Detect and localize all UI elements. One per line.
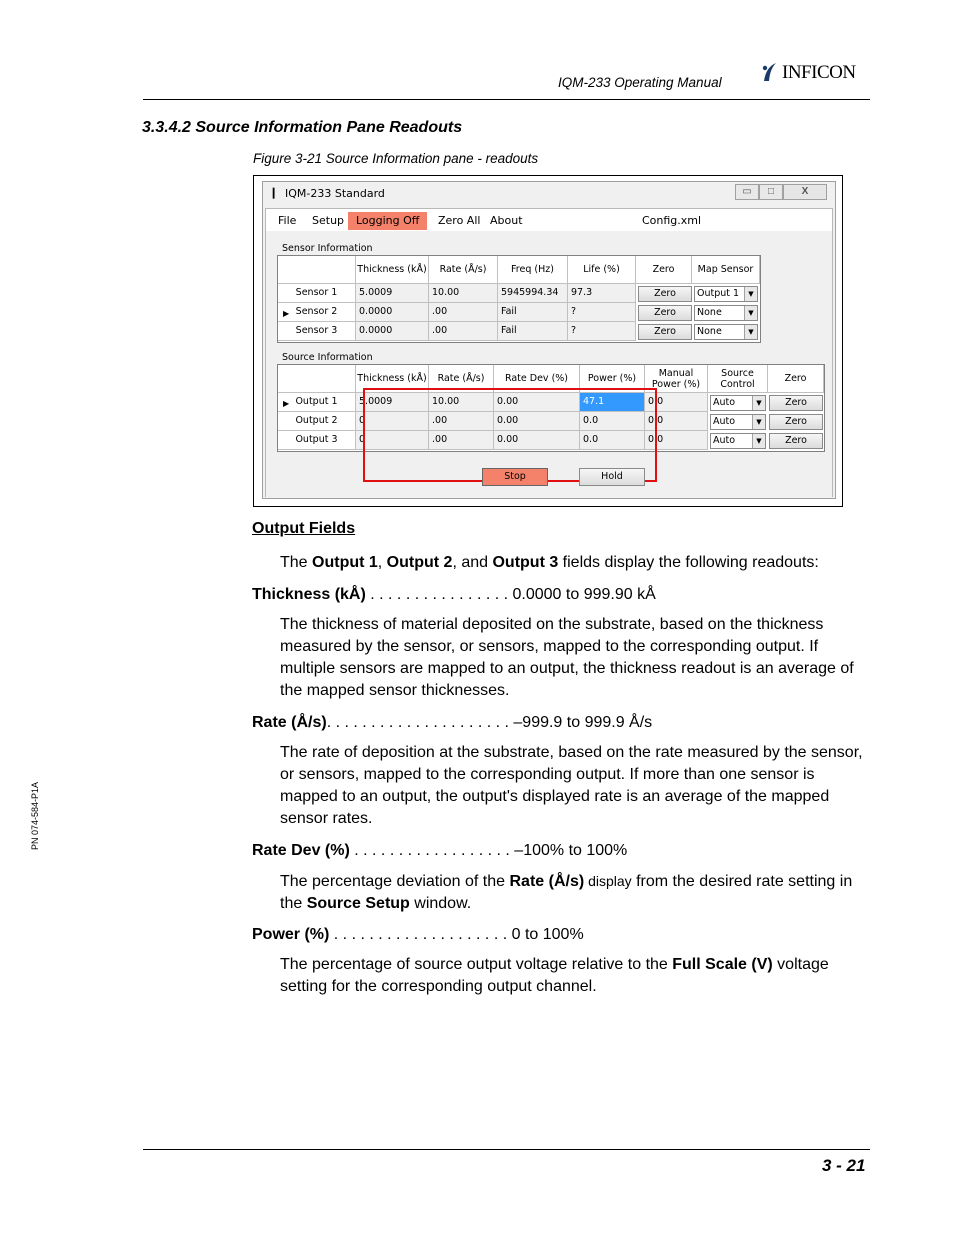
manual-title: IQM-233 Operating Manual (558, 75, 722, 90)
table-cell: 0 (356, 431, 429, 450)
row-pointer-icon: ▶ (283, 399, 290, 408)
menu-setup[interactable]: Setup (312, 214, 345, 227)
figure-screenshot (253, 175, 843, 507)
row-header: Sensor 2 (278, 303, 356, 322)
manual-power-input[interactable]: 0.0 (645, 431, 708, 450)
sensor-zero-button[interactable]: Zero (638, 305, 692, 321)
sensor-zero-button[interactable]: Zero (638, 324, 692, 340)
col-manual-power: Manual Power (%) (645, 365, 708, 393)
menu-bar (266, 212, 832, 230)
output-fields-heading: Output Fields (252, 520, 356, 537)
table-cell: 0.0 (580, 431, 645, 450)
row-header: Output 2 (278, 412, 356, 431)
row-header: Sensor 3 (278, 322, 356, 341)
window-title: IQM-233 Standard (285, 187, 385, 200)
chevron-down-icon[interactable]: ▼ (744, 325, 757, 339)
col-life: Life (%) (568, 256, 636, 284)
table-cell: 0 (356, 412, 429, 431)
source-zero-button[interactable]: Zero (769, 395, 823, 411)
chevron-down-icon[interactable]: ▼ (752, 415, 765, 429)
col-rate: Rate (Å/s) (429, 256, 498, 284)
table-cell: 5.0009 (356, 393, 429, 412)
col-power: Power (%) (580, 365, 645, 393)
minimize-button[interactable]: ▭ (735, 184, 759, 200)
power-term-line: Power (%) . . . . . . . . . . . . . . . . . . . . 0 to 100% (252, 926, 584, 943)
footer-rule (143, 1149, 870, 1150)
source-info-label: Source Information (282, 352, 373, 363)
table-cell: .00 (429, 322, 498, 341)
table-cell: .00 (429, 431, 494, 450)
source-control-select[interactable]: Auto ▼ (710, 395, 766, 411)
col-rate: Rate (Å/s) (429, 365, 494, 393)
app-window (262, 181, 836, 499)
table-cell: Fail (498, 322, 568, 341)
inficon-logo-text: INFICON (782, 62, 856, 83)
map-sensor-select[interactable]: None ▼ (694, 324, 758, 340)
table-cell: ? (568, 303, 636, 322)
table-cell: 0.0000 (356, 303, 429, 322)
manual-power-input[interactable]: 0.0 (645, 412, 708, 431)
figure-caption: Figure 3-21 Source Information pane - readouts (253, 151, 539, 166)
source-zero-button[interactable]: Zero (769, 433, 823, 449)
thickness-term-line: Thickness (kÅ) . . . . . . . . . . . . . . . . 0.0000 to 999.90 kÅ (252, 586, 656, 603)
col-freq: Freq (Hz) (498, 256, 568, 284)
selected-cell[interactable]: 47.1 (580, 393, 645, 412)
power-description: The percentage of source output voltage relative to the Full Scale (V) voltage setting for the corresponding output channel. (280, 956, 829, 995)
col-source-control: Source Control (708, 365, 768, 393)
config-file-label: Config.xml (642, 214, 702, 227)
source-control-select[interactable]: Auto ▼ (710, 414, 766, 430)
table-cell: 97.3 (568, 284, 636, 303)
source-zero-button[interactable]: Zero (769, 414, 823, 430)
table-cell: 0.00 (494, 431, 580, 450)
row-header: Output 3 (278, 431, 356, 450)
section-title: 3.3.4.2 Source Information Pane Readouts (142, 119, 463, 136)
source-control-select[interactable]: Auto ▼ (710, 433, 766, 449)
rate-dev-term-line: Rate Dev (%) . . . . . . . . . . . . . . . . . . –100% to 100% (252, 842, 628, 859)
sensor-info-label: Sensor Information (282, 243, 373, 254)
table-cell: ? (568, 322, 636, 341)
rate-description: The rate of deposition at the substrate, based on the rate measured by the sensor, or sensors, mapped to the corresponding output. If more than one sensor is mapped to an output, the output's displayed rate is an average of the mapped sensor rates. (280, 744, 863, 827)
sensor-zero-button[interactable]: Zero (638, 286, 692, 302)
rate-term-line: Rate (Å/s). . . . . . . . . . . . . . . . . . . . . –999.9 to 999.9 Å/s (252, 714, 653, 731)
inficon-logo-icon (760, 61, 780, 83)
map-sensor-select[interactable]: None ▼ (694, 305, 758, 321)
chevron-down-icon[interactable]: ▼ (744, 306, 757, 320)
table-cell: 0.00 (494, 393, 580, 412)
menu-logging-off[interactable]: Logging Off (348, 212, 427, 230)
col-thickness: Thickness (kÅ) (356, 256, 429, 284)
app-client-area (265, 208, 833, 497)
part-number-label: PN 074-584-P1A (30, 781, 40, 850)
table-cell: 10.00 (429, 393, 494, 412)
row-pointer-icon: ▶ (283, 309, 290, 318)
table-cell: 5.0009 (356, 284, 429, 303)
map-sensor-select[interactable]: Output 1 ▼ (694, 286, 758, 302)
col-zero: Zero (768, 365, 824, 393)
menu-file[interactable]: File (278, 214, 297, 227)
sensor-info-grid (277, 255, 761, 343)
table-cell: 0.00 (494, 412, 580, 431)
header-rule (143, 99, 870, 100)
rate-dev-description: The percentage deviation of the Rate (Å/s) display from the desired rate setting in the Source Setup window. (280, 873, 853, 912)
thickness-description: The thickness of material deposited on the substrate, based on the thickness measured by the sensor, or sensors, mapped to the corresponding output. If multiple sensors are mapped to an output, the thickness readout is an average of the mapped sensor thicknesses. (280, 616, 854, 699)
table-cell: 0.0 (580, 412, 645, 431)
row-header: Sensor 1 (278, 284, 356, 303)
col-thickness: Thickness (kÅ) (356, 365, 429, 393)
app-icon: ❙ (269, 187, 279, 199)
manual-power-input[interactable]: 0.0 (645, 393, 708, 412)
chevron-down-icon[interactable]: ▼ (744, 287, 757, 301)
chevron-down-icon[interactable]: ▼ (752, 434, 765, 448)
col-rate-dev: Rate Dev (%) (494, 365, 580, 393)
row-header: Output 1 (278, 393, 356, 412)
menu-about[interactable]: About (490, 214, 523, 227)
table-cell: 10.00 (429, 284, 498, 303)
page-number: 3 - 21 (822, 1156, 866, 1175)
close-button[interactable]: X (783, 184, 827, 200)
table-cell: .00 (429, 412, 494, 431)
col-map-sensor: Map Sensor (692, 256, 760, 284)
intro-paragraph: The Output 1, Output 2, and Output 3 fields display the following readouts: (280, 554, 819, 571)
table-cell: Fail (498, 303, 568, 322)
menu-zero-all[interactable]: Zero All (438, 214, 481, 227)
hold-button[interactable]: Hold (579, 468, 645, 486)
stop-button[interactable]: Stop (482, 468, 548, 486)
table-cell: 5945994.34 (498, 284, 568, 303)
table-cell: .00 (429, 303, 498, 322)
chevron-down-icon[interactable]: ▼ (752, 396, 765, 410)
col-zero: Zero (636, 256, 692, 284)
table-cell: 0.0000 (356, 322, 429, 341)
maximize-button[interactable]: □ (759, 184, 783, 200)
